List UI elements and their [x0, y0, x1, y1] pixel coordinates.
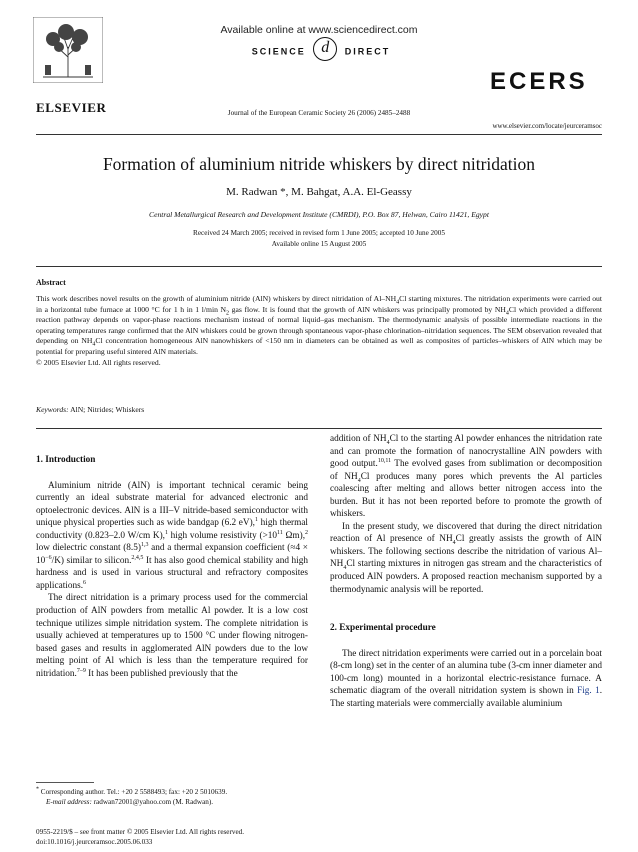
text-run: The direct nitridation is a primary process used for the commercial production of AlN powders from metallic Al powder. It is a low cost technique utilizes simple nitridation system. The complete nitridation is usually achieved at temperatures up to 1500 °C under flowing nitrogen-based gases and results in agglomerated AlN powders due to the low melting point of Al which is less than the temperature required for nitridation.: [36, 593, 308, 679]
footnote-contact: [36, 787, 336, 797]
text-run: Cl starting mixtures in nitrogen gas stream and the characteristics of produced AlN powders. A proposed reaction mechanism supported by a thermodynamic analysis will be reported.: [330, 559, 602, 595]
section-heading-experimental: 2. Experimental procedure: [330, 623, 436, 634]
issn-line: 0955-2219/$ – see front matter © 2005 Elsevier Ltd. All rights reserved.: [36, 828, 245, 836]
author-affiliation: Central Metallurgical Research and Development Institute (CMRDI), P.O. Box 87, Helwan, Cairo 11421, Egypt: [149, 210, 489, 219]
abstract-part: This work describes novel results on the growth of aluminium nitride (AlN) whiskers by direct nitridation of Al–NH: [36, 294, 397, 303]
abstract-bottom-divider: [36, 428, 602, 429]
text-run: Cl produces many pores which prevents the Al particles coalescing after melting and allows better nitrogen access into the burden. But it has not been reported before to promote the growth of whiskers.: [330, 471, 603, 520]
sd-right-text: DIRECT: [344, 46, 391, 57]
keywords: [36, 405, 144, 414]
text-run: Aluminium nitride (AlN) is important technical ceramic being currently an ideal substrate material for advanced electronic and optoelectronic devices. AlN is a III–V nitride-based semiconductor with unique physical properties such as wide bandgap (6.2 eV),: [36, 480, 308, 529]
figure-link[interactable]: Fig. 1: [577, 686, 600, 697]
subscript: 4: [357, 477, 361, 484]
sd-left-text: SCIENCE: [251, 46, 306, 57]
text-run: addition of NH: [330, 434, 387, 444]
abstract-heading: Abstract: [36, 278, 66, 287]
superscript: 11: [277, 529, 283, 536]
subscript: 4: [343, 565, 347, 572]
available-online-date: Available online 15 August 2005: [271, 240, 367, 248]
subscript: 4: [92, 341, 96, 348]
experimental-paragraph-1: [330, 648, 602, 711]
issn-doi: [36, 827, 244, 848]
text-run: low dielectric constant (8.5): [36, 543, 141, 554]
citation-link[interactable]: 10,11: [377, 458, 392, 465]
text-run: /K) similar to silicon.: [51, 555, 132, 566]
available-online-line: Available online at www.sciencedirect.com: [220, 24, 418, 36]
article-title: Formation of aluminium nitride whiskers by direct nitridation: [102, 154, 536, 174]
email-address[interactable]: radwan72001@yahoo.com (M. Radwan).: [91, 798, 214, 807]
text-run: Cl greatly assists the growth of AlN whiskers. The following sections describe the nitridation of various Al–NH: [330, 534, 602, 570]
subscript: 4: [505, 310, 509, 317]
abstract-top-divider: [36, 266, 602, 267]
header-divider: [36, 134, 602, 135]
journal-citation: Journal of the European Ceramic Society 26 (2006) 2485–2488: [227, 109, 411, 117]
email-label: E-mail address:: [46, 798, 92, 807]
abstract-text: [36, 294, 602, 368]
text-run: Cl to the starting Al powder enhances the nitridation rate and can promote the formation of nanocrystalline AlN powders with good output.: [330, 434, 602, 470]
abstract-part: Cl concentration homogeneous AlN nanowhiskers of <150 nm in diameters can be obtained as well as composites of particles–whiskers of AlN which may be potential for preparing useful sintered AlN materials.: [36, 336, 602, 356]
footnote-email-line: [36, 797, 336, 807]
text-run: In the present study, we discovered that during the direct nitridation reaction of Al presence of NH: [330, 521, 602, 545]
right-paragraph-2: [330, 521, 602, 596]
footnote-divider: [36, 782, 94, 783]
subscript: 4: [452, 540, 456, 547]
footnote-phone: Corresponding author. Tel.: +20 2 5588493; fax: +20 2 5010639.: [40, 788, 228, 796]
abstract-part: Cl which provided a different reaction pathway depends on vapor-phase reactions mechanism instead of normal liquid–gas mechanism. The thermodynamic analysis of possible intermediate reactions in the operating temperatures range confirmed that the AlN whiskers could be grown through spontaneous vapor-phase chlorination–nitridation sequences. The SEM observation revealed that depending on NH: [36, 304, 602, 346]
right-column: [330, 433, 602, 710]
received-dates: Received 24 March 2005; received in revised form 1 June 2005; accepted 10 June 2005: [193, 229, 445, 237]
abstract-part: Cl starting mixtures. The nitridation experiments were carried out in a horizontal tube furnace at 1000 °C for 1 h in 1 l/min N: [36, 294, 602, 314]
text-run: . The starting materials were commercially available aluminium: [330, 686, 603, 709]
publisher-name: ELSEVIER: [36, 100, 107, 115]
keywords-list: AlN; Nitrides; Whiskers: [68, 405, 145, 414]
superscript: −6: [45, 554, 52, 561]
corresponding-author-footnote: [36, 787, 336, 808]
text-run: The direct nitridation experiments were carried out in a porcelain boat (8-cm long) set in the center of an alumina tube (3-cm inner diameter and 100-cm long) mounted in a horizontal electric-resistance furnace. A schematic diagram of the overall nitridation system is shown in: [330, 648, 602, 697]
abstract-copyright: © 2005 Elsevier Ltd. All rights reserved.: [36, 357, 161, 367]
ecers-logo: ECERS: [490, 68, 588, 95]
left-column: [36, 454, 308, 680]
text-run: The evolved gases from sublimation or decomposition of NH: [330, 459, 603, 482]
citation-link[interactable]: 1: [255, 517, 258, 524]
citation-link[interactable]: 2,4,5: [131, 554, 144, 561]
intro-paragraph-2: [36, 592, 308, 680]
article-authors: M. Radwan *, M. Bahgat, A.A. El-Geassy: [226, 186, 412, 198]
footnote-marker: *: [36, 786, 39, 793]
subscript: 2: [226, 310, 230, 317]
sd-at-icon: d: [313, 37, 337, 61]
text-run: Ωm),: [282, 530, 306, 541]
citation-link[interactable]: 2: [305, 529, 309, 536]
citation-link[interactable]: 6: [83, 579, 87, 586]
text-run: high thermal conductivity (0.823–2.0 W/cm K),: [36, 518, 308, 541]
doi-line[interactable]: doi:10.1016/j.jeurceramsoc.2005.06.033: [36, 838, 153, 847]
citation-link[interactable]: 1: [164, 529, 168, 536]
text-run: It has been published previously that the: [85, 668, 238, 679]
text-run: and a thermal expansion coefficient (≈4 × 10: [36, 543, 308, 566]
intro-paragraph-1: [36, 480, 308, 593]
subscript: 4: [386, 439, 390, 446]
text-run: It has also good chemical stability and high hardness and is used in various structural and refractory composites applications.: [36, 555, 308, 591]
abstract-part: gas flow. It is found that the growth of AlN whiskers was principally promoted by NH: [229, 304, 506, 314]
citation-link[interactable]: 1,3: [140, 542, 149, 549]
subscript: 4: [396, 299, 400, 306]
sciencedirect-logo: [236, 39, 406, 61]
article-dates: [0, 228, 638, 250]
right-paragraph-1: [330, 433, 602, 521]
text-run: high volume resistivity (>10: [167, 530, 278, 541]
section-heading-introduction: 1. Introduction: [36, 455, 96, 465]
journal-url[interactable]: www.elsevier.com/locate/jeurceramsoc: [492, 122, 602, 130]
keywords-label: Keywords:: [36, 405, 69, 414]
citation-link[interactable]: 7–9: [76, 667, 86, 674]
